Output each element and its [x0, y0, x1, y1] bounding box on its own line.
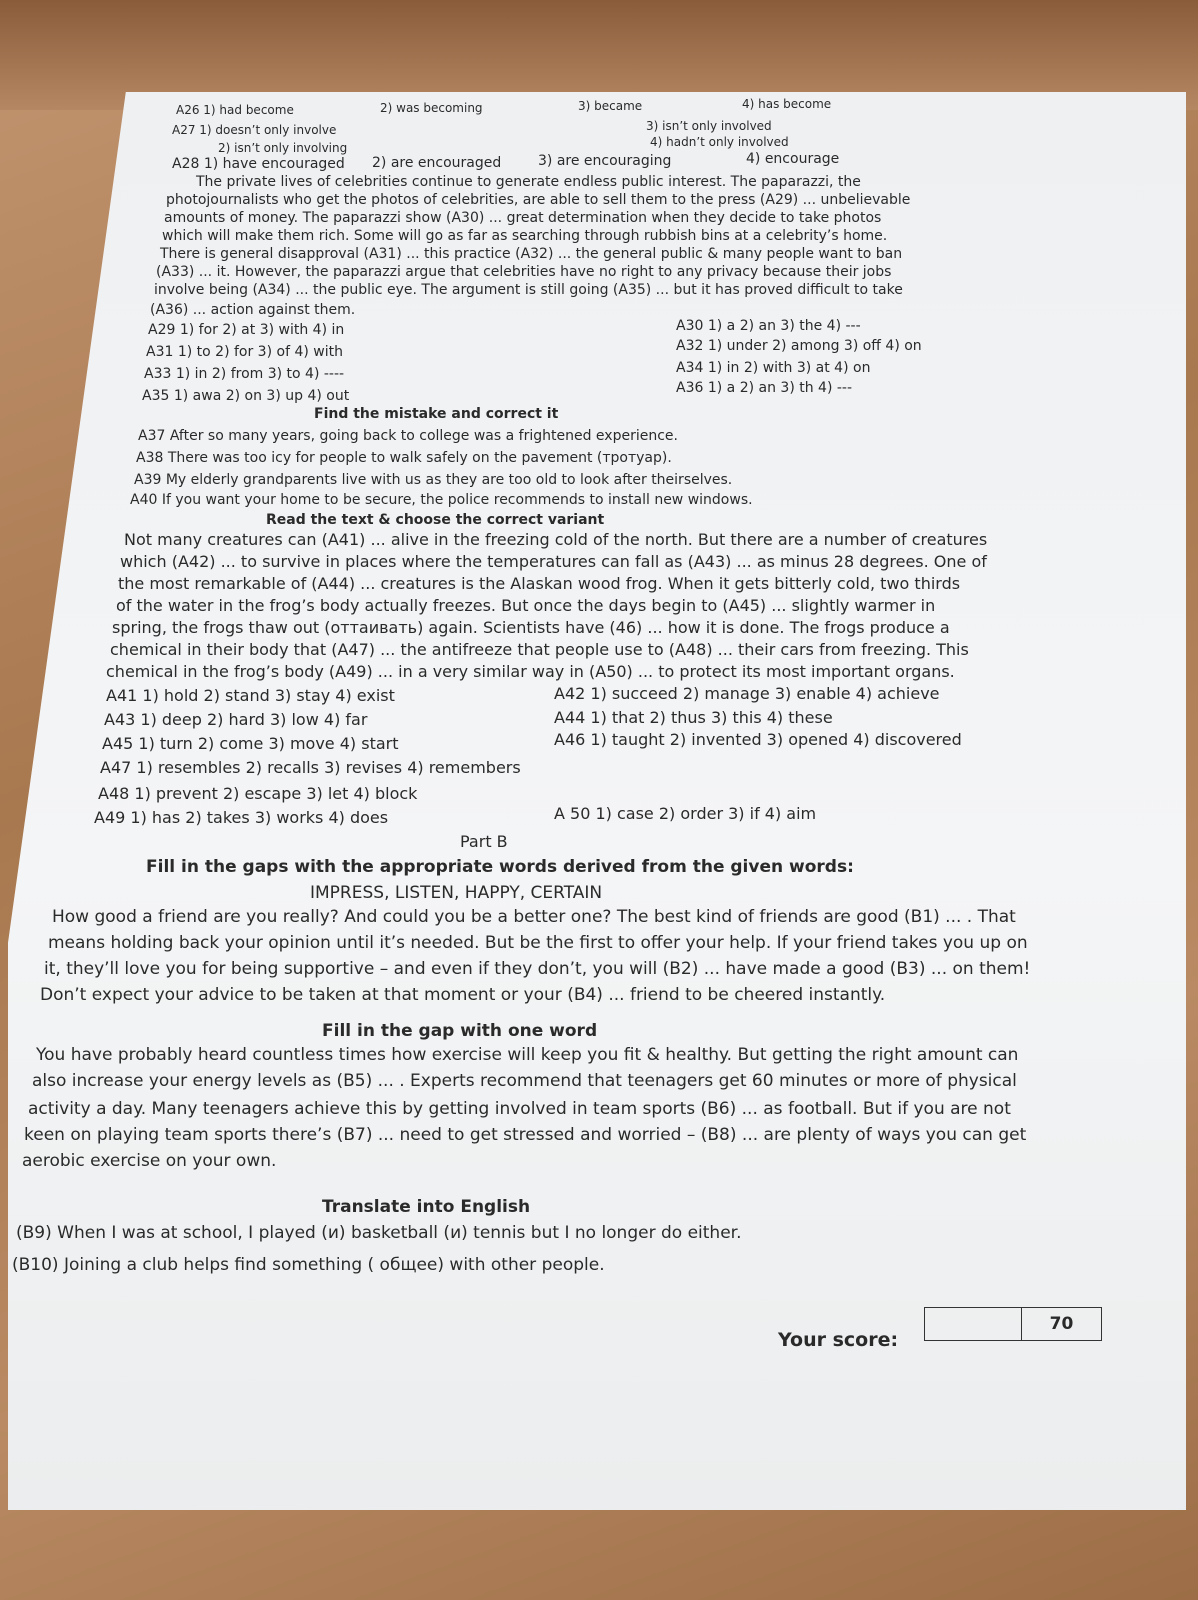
paragraph2-line: which (A42) ... to survive in places where the temperatures can fall as (A43) ... as minus 28 degrees. One of — [120, 552, 987, 571]
option-row: A30 1) a 2) an 3) the 4) --- — [676, 318, 861, 334]
paragraph2-line: chemical in their body that (A47) ... the antifreeze that people use to (A48) ... their cars from freezing. This — [110, 640, 969, 659]
header-line-a26 — [176, 102, 294, 118]
option-text: 4) encourage — [746, 151, 840, 167]
header-line-a28-d — [746, 151, 839, 167]
paragraph1-line: The private lives of celebrities continue to generate endless public interest. The paparazzi, the — [196, 174, 861, 190]
option-row: A48 1) prevent 2) escape 3) let 4) block — [98, 784, 418, 803]
option-row: A34 1) in 2) with 3) at 4) on — [676, 360, 871, 376]
option-row: A42 1) succeed 2) manage 3) enable 4) achieve — [554, 684, 940, 703]
paragraph1-line: (A33) ... it. However, the paparazzi argue that celebrities have no right to any privacy because their jobs — [156, 264, 892, 280]
header-line-a27-2 — [218, 140, 347, 156]
option-row: A35 1) awa 2) on 3) up 4) out — [142, 388, 350, 404]
option-row: A44 1) that 2) thus 3) this 4) these — [554, 708, 833, 727]
option-text: A27 1) doesn’t only involve — [172, 123, 337, 137]
paragraph2-line: Not many creatures can (A41) ... alive in the freezing cold of the north. But there are a number of creatures — [124, 530, 988, 549]
mistake-sentence: A37 After so many years, going back to college was a frightened experience. — [138, 428, 678, 444]
header-line-a26-b — [380, 100, 483, 116]
paragraph1-line: photojournalists who get the photos of celebrities, are able to sell them to the press (A29) ... unbelievable — [166, 192, 911, 208]
option-text: 2) was becoming — [380, 101, 483, 115]
paragraph4-line: You have probably heard countless times how exercise will keep you fit & healthy. But getting the right amount can — [36, 1045, 1019, 1065]
option-row: A 50 1) case 2) order 3) if 4) aim — [554, 804, 817, 823]
paragraph1-line: which will make them rich. Some will go as far as searching through rubbish bins at a celebrity’s home. — [162, 228, 888, 244]
header-line-a28 — [172, 156, 345, 172]
paragraph4-line: keen on playing team sports there’s (B7) ... need to get stressed and worried – (B8) ... are plenty of ways you can get — [24, 1125, 1027, 1145]
option-text: 3) isn’t only involved — [646, 119, 772, 133]
paragraph1-line: (A36) ... action against them. — [150, 302, 356, 318]
derive-words: IMPRESS, LISTEN, HAPPY, CERTAIN — [310, 883, 603, 903]
paragraph3-line: How good a friend are you really? And could you be a better one? The best kind of friends are good (B1) ... . That — [52, 907, 1016, 927]
score-box-empty-cell — [925, 1308, 1022, 1340]
option-row: A29 1) for 2) at 3) with 4) in — [148, 322, 345, 338]
translate-sentence: (B9) When I was at school, I played (и) basketball (и) tennis but I no longer do either. — [16, 1223, 742, 1243]
option-row: A31 1) to 2) for 3) of 4) with — [146, 344, 343, 360]
paragraph1-line: There is general disapproval (A31) ... this practice (A32) ... the general public & many people want to ban — [160, 246, 903, 262]
score-box — [924, 1307, 1102, 1341]
score-value: 70 — [1049, 1314, 1074, 1334]
option-row: A47 1) resembles 2) recalls 3) revises 4) remembers — [100, 758, 521, 777]
paragraph1-line: involve being (A34) ... the public eye. The argument is still going (A35) ... but it has proved difficult to take — [154, 282, 903, 298]
header-line-a27-4 — [650, 134, 789, 150]
mistake-sentence: A39 My elderly grandparents live with us as they are too old to look after theirselves. — [134, 472, 733, 488]
option-text: A26 1) had become — [176, 103, 294, 117]
section-heading-read: Read the text & choose the correct variant — [266, 512, 605, 528]
option-text: 2) isn’t only involving — [218, 141, 348, 155]
option-row: A32 1) under 2) among 3) off 4) on — [676, 338, 922, 354]
paragraph3-line: it, they’ll love you for being supportive – and even if they don’t, you will (B2) ... have made a good (B3) ... on them! — [44, 959, 1031, 979]
paragraph4-line: also increase your energy levels as (B5) ... . Experts recommend that teenagers get 60 minutes or more of physical — [32, 1071, 1017, 1091]
option-text: 3) became — [578, 99, 643, 113]
section-heading-derive: Fill in the gaps with the appropriate words derived from the given words: — [146, 857, 854, 877]
option-row: A33 1) in 2) from 3) to 4) ---- — [144, 366, 345, 382]
option-text: A28 1) have encouraged — [172, 156, 345, 172]
option-row: A41 1) hold 2) stand 3) stay 4) exist — [106, 686, 395, 705]
paragraph4-line: aerobic exercise on your own. — [22, 1151, 277, 1171]
header-line-a27-c — [646, 118, 772, 134]
option-row: A43 1) deep 2) hard 3) low 4) far — [104, 710, 368, 729]
worksheet-content — [0, 92, 1198, 1512]
section-heading-translate: Translate into English — [322, 1197, 531, 1217]
paragraph1-line: amounts of money. The paparazzi show (A30) ... great determination when they decide to take photos — [164, 210, 882, 226]
paragraph3-line: Don’t expect your advice to be taken at that moment or your (B4) ... friend to be cheered instantly. — [40, 985, 886, 1005]
translate-sentence: (B10) Joining a club helps find something ( общее) with other people. — [12, 1255, 605, 1275]
score-label: Your score: — [778, 1329, 899, 1351]
header-line-a26-c — [578, 98, 642, 114]
header-line-a27 — [172, 122, 336, 138]
paragraph3-line: means holding back your opinion until it’s needed. But be the first to offer your help. If your friend takes you up on — [48, 933, 1028, 953]
paragraph4-line: activity a day. Many teenagers achieve this by getting involved in team sports (B6) ... as football. But if you are not — [28, 1099, 1011, 1119]
paragraph2-line: the most remarkable of (A44) ... creatures is the Alaskan wood frog. When it gets bitterly cold, two thirds — [118, 574, 961, 593]
mistake-sentence: A40 If you want your home to be secure, the police recommends to install new windows. — [130, 492, 753, 508]
option-text: 4) has become — [742, 97, 832, 111]
section-heading-mistake: Find the mistake and correct it — [314, 406, 559, 422]
paragraph2-line: chemical in the frog’s body (A49) ... in a very similar way in (A50) ... to protect its most important organs. — [106, 662, 955, 681]
header-line-a26-d — [742, 96, 831, 112]
option-row: A49 1) has 2) takes 3) works 4) does — [94, 808, 389, 827]
option-text: 2) are encouraged — [372, 155, 502, 171]
section-heading-one-word: Fill in the gap with one word — [322, 1021, 598, 1041]
mistake-sentence: A38 There was too icy for people to walk safely on the pavement (тротуар). — [136, 450, 672, 466]
option-row: A46 1) taught 2) invented 3) opened 4) discovered — [554, 730, 962, 749]
paragraph2-line: spring, the frogs thaw out (оттаивать) again. Scientists have (46) ... how it is done. The frogs produce a — [112, 618, 950, 637]
option-text: 4) hadn’t only involved — [650, 135, 789, 149]
header-line-a28-b — [372, 155, 501, 171]
paragraph2-line: of the water in the frog’s body actually freezes. But once the days begin to (A45) ... slightly warmer in — [116, 596, 936, 615]
option-text: 3) are encouraging — [538, 153, 672, 169]
part-b-heading: Part B — [460, 832, 508, 851]
header-line-a28-c — [538, 153, 671, 169]
option-row: A45 1) turn 2) come 3) move 4) start — [102, 734, 399, 753]
option-row: A36 1) a 2) an 3) th 4) --- — [676, 380, 853, 396]
